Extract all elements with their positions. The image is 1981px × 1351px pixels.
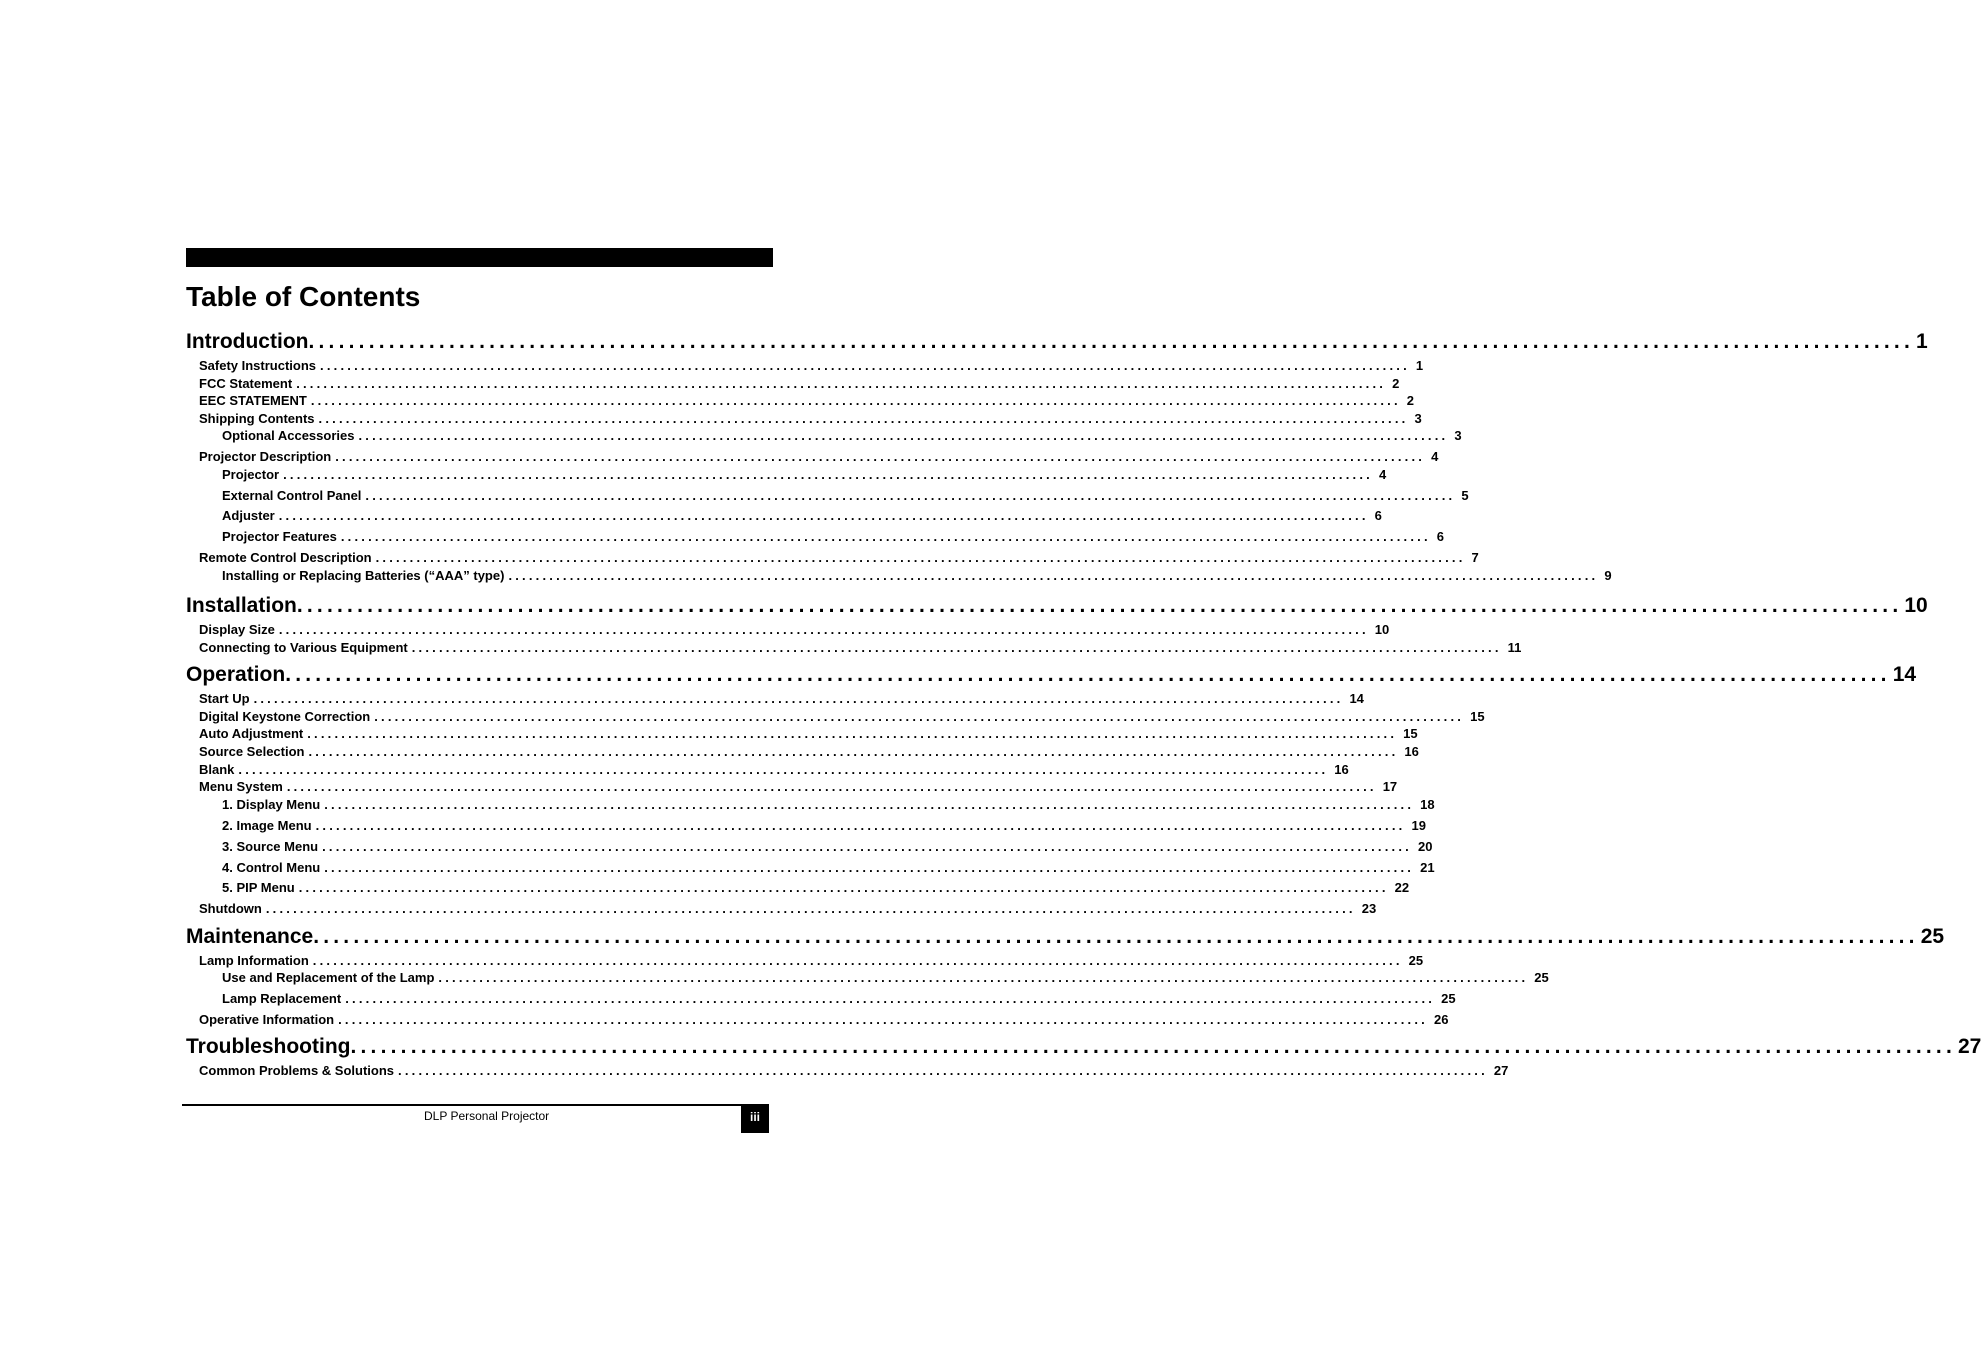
toc-entry-page: 27 (1493, 1063, 1509, 1078)
toc-entry-page: 4 (1378, 467, 1387, 482)
toc-entry-page: 18 (1420, 797, 1435, 812)
toc-entry-label: Operative Information (199, 1012, 335, 1027)
dot-leader: ................................................................................................................................................................ (238, 762, 1329, 777)
toc-entry[interactable] (199, 640, 1522, 656)
toc-entry[interactable] (222, 797, 1435, 813)
toc-entry-label: Remote Control Description (199, 550, 372, 565)
dot-leader: ................................................................................................................................................................ (338, 1012, 1428, 1027)
dot-leader: ................................................................................................................................................................ (278, 508, 1369, 523)
toc-entry-label: FCC Statement (199, 376, 293, 391)
dot-leader: ................................................................................................................................................................ (298, 880, 1389, 895)
toc-entry-label: 3. Source Menu (222, 839, 319, 854)
toc-entry-page: 6 (1436, 529, 1444, 544)
toc-entry-label: Connecting to Various Equipment (199, 640, 408, 655)
toc-entry-label: Shutdown (199, 901, 262, 916)
toc-entry[interactable] (222, 508, 1382, 524)
toc-entry-page: 1 (1415, 358, 1424, 373)
dot-leader: ................................................................................................................................................................ (285, 663, 1891, 686)
toc-entry[interactable] (199, 779, 1398, 795)
toc-section[interactable] (186, 329, 1928, 355)
dot-leader: ................................................................................................................................................................ (411, 640, 1502, 655)
toc-entry[interactable] (222, 529, 1444, 545)
dot-leader: ................................................................................................................................................................ (296, 594, 1903, 617)
toc-entry-page: 17 (1382, 779, 1398, 794)
toc-entry-page: 4 (1431, 449, 1439, 464)
toc-entry-page: 5 (1461, 488, 1469, 503)
dot-leader: ................................................................................................................................................................ (307, 726, 1398, 741)
toc-entry[interactable] (199, 744, 1419, 760)
toc-entry-page: 15 (1470, 709, 1485, 724)
toc-entry-label: Optional Accessories (222, 428, 355, 443)
toc-entry[interactable] (222, 467, 1387, 483)
dot-leader: ................................................................................................................................................................ (324, 860, 1415, 875)
toc-entry-page: 25 (1441, 991, 1456, 1006)
toc-entry-label: EEC STATEMENT (199, 393, 307, 408)
toc-entry[interactable] (199, 550, 1479, 566)
dot-leader: ................................................................................................................................................................ (313, 925, 1919, 948)
toc-section[interactable] (186, 924, 1945, 950)
dot-leader: ................................................................................................................................................................ (310, 393, 1401, 408)
toc-entry[interactable] (222, 488, 1469, 504)
dot-leader: ................................................................................................................................................................ (350, 1035, 1956, 1058)
toc-entry-label: Lamp Information (199, 953, 309, 968)
toc-entry-label: Safety Instructions (199, 358, 317, 373)
toc-entry[interactable] (222, 839, 1433, 855)
toc-entry-page: 25 (1534, 970, 1549, 985)
dot-leader: ................................................................................................................................................................ (265, 901, 1356, 916)
dot-leader: ................................................................................................................................................................ (358, 428, 1449, 443)
page-number: iii (741, 1106, 769, 1133)
toc-entry-page: 19 (1411, 818, 1426, 833)
dot-leader: ................................................................................................................................................................ (318, 411, 1409, 426)
dot-leader: ................................................................................................................................................................ (283, 467, 1373, 482)
toc-section-label: Installation (186, 594, 297, 617)
toc-entry-page: 2 (1406, 393, 1414, 408)
toc-entry-page: 2 (1392, 376, 1400, 391)
toc-entry-page: 21 (1420, 860, 1435, 875)
dot-leader: ................................................................................................................................................................ (296, 376, 1387, 391)
toc-section-page: 1 (1916, 330, 1928, 353)
toc-entry-page: 3 (1414, 411, 1422, 426)
toc-entry-page: 15 (1403, 726, 1418, 741)
toc-entry-page: 9 (1604, 568, 1612, 583)
footer-text: DLP Personal Projector (424, 1109, 550, 1123)
toc-entry-label: Digital Keystone Correction (199, 709, 371, 724)
toc-entry-label: Installing or Replacing Batteries (“AAA” type) (222, 568, 505, 583)
toc-section-label: Maintenance (186, 925, 314, 948)
toc-entry[interactable] (199, 1063, 1509, 1079)
toc-entry[interactable] (199, 762, 1349, 778)
toc-entry[interactable] (199, 1012, 1449, 1028)
dot-leader: ................................................................................................................................................................ (308, 330, 1914, 353)
dot-leader: ................................................................................................................................................................ (374, 709, 1465, 724)
toc-entry-label: Adjuster (222, 508, 275, 523)
footer-rule (182, 1104, 769, 1106)
toc-section-label: Introduction (186, 330, 309, 353)
toc-entry-label: 2. Image Menu (222, 818, 312, 833)
toc-entry-label: Use and Replacement of the Lamp (222, 970, 435, 985)
toc-entry[interactable] (222, 568, 1612, 584)
toc-entry-page: 6 (1374, 508, 1382, 523)
toc-entry[interactable] (199, 622, 1390, 638)
toc-entry-page: 3 (1454, 428, 1462, 443)
dot-leader: ................................................................................................................................................................ (322, 839, 1412, 854)
dot-leader: ................................................................................................................................................................ (312, 953, 1403, 968)
toc-entry-page: 16 (1334, 762, 1349, 777)
dot-leader: ................................................................................................................................................................ (324, 797, 1415, 812)
toc-entry-page: 23 (1361, 901, 1377, 916)
toc-section-page: 27 (1958, 1035, 1981, 1058)
toc-section-label: Operation (186, 663, 286, 686)
toc-entry-page: 11 (1507, 640, 1522, 655)
toc-entry-label: Blank (199, 762, 235, 777)
dot-leader: ................................................................................................................................................................ (508, 568, 1599, 583)
toc-entry[interactable] (199, 393, 1414, 409)
toc-section-page: 10 (1904, 594, 1928, 617)
toc-entry-label: Source Selection (199, 744, 305, 759)
toc-entry[interactable] (199, 901, 1377, 917)
toc-entry[interactable] (199, 376, 1400, 392)
toc-section-page: 14 (1892, 663, 1917, 686)
dot-leader: ................................................................................................................................................................ (340, 529, 1431, 544)
toc-entry-page: 20 (1417, 839, 1433, 854)
toc-section[interactable] (186, 1034, 1981, 1060)
dot-leader: ................................................................................................................................................................ (335, 449, 1426, 464)
toc-entry[interactable] (199, 691, 1364, 707)
toc-entry-label: Auto Adjustment (199, 726, 304, 741)
toc-entry-label: Display Size (199, 622, 275, 637)
toc-entry[interactable] (199, 726, 1418, 742)
toc-entry[interactable] (222, 991, 1456, 1007)
toc-entry[interactable] (222, 428, 1462, 444)
dot-leader: ................................................................................................................................................................ (438, 970, 1529, 985)
toc-entry-label: Projector Description (199, 449, 332, 464)
toc-entry[interactable] (199, 411, 1422, 427)
toc-entry[interactable] (199, 709, 1485, 725)
toc-section[interactable] (186, 662, 1917, 688)
toc-entry-label: Start Up (199, 691, 250, 706)
dot-leader: ................................................................................................................................................................ (320, 358, 1410, 373)
toc-entry-label: Projector Features (222, 529, 337, 544)
toc-entry-page: 25 (1408, 953, 1424, 968)
toc-entry-page: 16 (1404, 744, 1419, 759)
toc-entry[interactable] (199, 358, 1424, 374)
toc-entry[interactable] (199, 449, 1439, 465)
toc-entry-label: Projector (222, 467, 280, 482)
toc-entry-label: External Control Panel (222, 488, 362, 503)
toc-entry-label: Menu System (199, 779, 283, 794)
toc-entry-page: 22 (1394, 880, 1410, 895)
dot-leader: ................................................................................................................................................................ (375, 550, 1466, 565)
dot-leader: ................................................................................................................................................................ (345, 991, 1436, 1006)
toc-entry[interactable] (199, 953, 1424, 969)
toc-entry-label: Lamp Replacement (222, 991, 342, 1006)
dot-leader: ................................................................................................................................................................ (365, 488, 1456, 503)
dot-leader: ................................................................................................................................................................ (253, 691, 1344, 706)
toc-section-page: 25 (1920, 925, 1945, 948)
toc-entry[interactable] (222, 860, 1435, 876)
toc-entry-page: 7 (1471, 550, 1479, 565)
toc-entry-page: 10 (1374, 622, 1390, 637)
dot-leader: ................................................................................................................................................................ (286, 779, 1377, 794)
toc-section[interactable] (186, 593, 1928, 619)
dot-leader: ................................................................................................................................................................ (308, 744, 1399, 759)
toc-entry[interactable] (222, 818, 1426, 834)
toc-entry-page: 14 (1349, 691, 1364, 706)
toc-entry-label: Shipping Contents (199, 411, 315, 426)
dot-leader: ................................................................................................................................................................ (278, 622, 1369, 637)
toc-entry-page: 26 (1433, 1012, 1449, 1027)
toc-entry-label: 4. Control Menu (222, 860, 321, 875)
toc-entry[interactable] (222, 880, 1410, 896)
dot-leader: ................................................................................................................................................................ (398, 1063, 1488, 1078)
toc-entry[interactable] (222, 970, 1549, 986)
toc-entry-label: Common Problems & Solutions (199, 1063, 395, 1078)
toc-section-label: Troubleshooting (186, 1035, 351, 1058)
toc-entry-label: 5. PIP Menu (222, 880, 295, 895)
page-title: Table of Contents (186, 281, 421, 312)
dot-leader: ................................................................................................................................................................ (315, 818, 1406, 833)
toc-entry-label: 1. Display Menu (222, 797, 321, 812)
